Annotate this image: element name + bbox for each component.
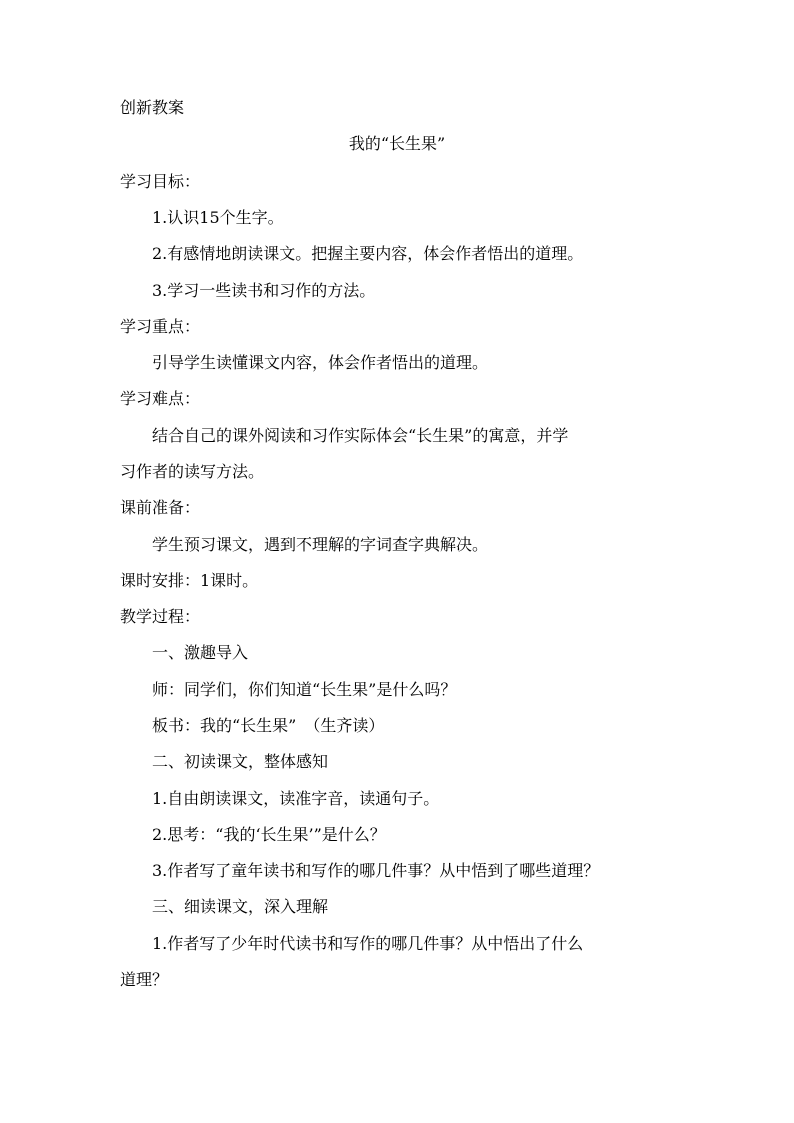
paragraph-line: 三、细读课文，深入理解 xyxy=(152,897,329,916)
section-heading-difficulties: 学习难点： xyxy=(120,389,201,408)
section-heading-preparation: 课前准备： xyxy=(120,498,201,517)
doc-title: 我的“长生果” xyxy=(348,134,446,153)
paragraph-line: 2.有感情地朗读课文。把握主要内容，体会作者悟出的道理。 xyxy=(152,244,584,263)
paragraph-line: 3.作者写了童年读书和写作的哪几件事？从中悟到了哪些道理？ xyxy=(152,861,600,880)
paragraph-line: 3.学习一些读书和习作的方法。 xyxy=(152,281,376,300)
paragraph-line: 结合自己的课外阅读和习作实际体会“长生果”的寓意，并学 xyxy=(152,426,569,445)
paragraph-line: 引导学生读懂课文内容，体会作者悟出的道理。 xyxy=(152,353,489,372)
paragraph-line: 2.思考：“我的‘长生果’”是什么？ xyxy=(152,825,386,844)
paragraph-line: 1.自由朗读课文，读准字音，读通句子。 xyxy=(152,789,440,808)
paragraph-line: 师：同学们，你们知道“长生果”是什么吗？ xyxy=(152,680,457,699)
paragraph-line: 板书：我的“长生果” （生齐读） xyxy=(152,716,385,735)
paragraph-line: 学生预习课文，遇到不理解的字词查字典解决。 xyxy=(152,535,489,554)
paragraph-line: 二、初读课文，整体感知 xyxy=(152,752,329,771)
section-heading-key-points: 学习重点： xyxy=(120,317,201,336)
section-heading-process: 教学过程： xyxy=(120,607,201,626)
section-heading-goals: 学习目标： xyxy=(120,172,201,191)
doc-header: 创新教案 xyxy=(120,98,185,117)
paragraph-line: 1.认识15个生字。 xyxy=(152,208,284,227)
section-heading-schedule: 课时安排：1课时。 xyxy=(120,571,259,590)
paragraph-line: 一、激趣导入 xyxy=(152,643,249,662)
paragraph-line: 道理？ xyxy=(120,970,169,989)
paragraph-line: 1.作者写了少年时代读书和写作的哪几件事？从中悟出了什么 xyxy=(152,934,584,953)
paragraph-line: 习作者的读写方法。 xyxy=(120,462,265,481)
